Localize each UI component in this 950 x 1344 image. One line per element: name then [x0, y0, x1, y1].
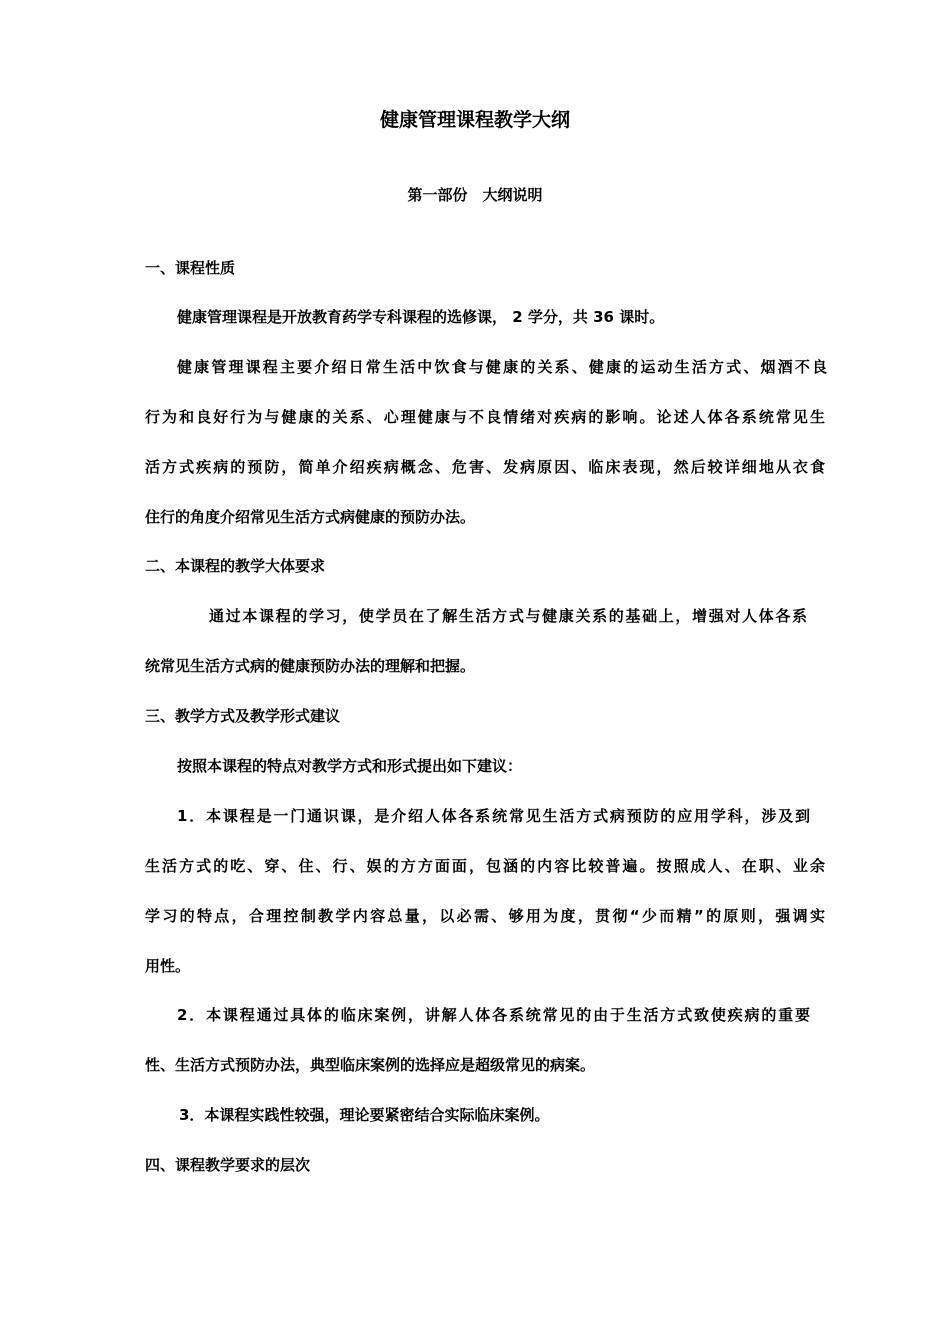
section-heading-levels: 四、课程教学要求的层次 — [145, 1156, 311, 1174]
paragraph-line: 通过本课程的学习，使学员在了解生活方式与健康关系的基础上，增强对人体各系 — [209, 607, 807, 625]
paragraph-line: 统常见生活方式病的健康预防办法的理解和把握。 — [145, 657, 476, 675]
paragraph-line: 活方式疾病的预防，简单介绍疾病概念、危害、发病原因、临床表现，然后较详细地从衣食 — [145, 458, 825, 476]
list-item-1-line: 学习的特点，合理控制教学内容总量，以必需、够用为度，贯彻“少而精”的原则，强调实 — [145, 907, 825, 925]
list-item-1-line: 1．本课程是一门通识课，是介绍人体各系统常见生活方式病预防的应用学科，涉及到 — [177, 807, 810, 825]
paragraph-line: 行为和良好行为与健康的关系、心理健康与不良情绪对疾病的影响。论述人体各系统常见生 — [145, 408, 825, 426]
document-title: 健康管理课程教学大纲 — [379, 109, 570, 131]
paragraph-line: 健康管理课程主要介绍日常生活中饮食与健康的关系、健康的运动生活方式、烟酒不良 — [177, 358, 827, 376]
list-item-2-line: 2．本课程通过具体的临床案例，讲解人体各系统常见的由于生活方式致使疾病的重要 — [177, 1006, 810, 1024]
section-heading-course-nature: 一、课程性质 — [145, 259, 236, 277]
paragraph-intro: 按照本课程的特点对教学方式和形式提出如下建议： — [177, 757, 523, 775]
section-heading-requirements: 二、本课程的教学大体要求 — [145, 557, 326, 575]
paragraph-credits: 健康管理课程是开放教育药学专科课程的选修课， 2 学分，共 36 课时。 — [177, 308, 665, 326]
list-item-1-line: 用性。 — [145, 957, 191, 975]
paragraph-line: 住行的角度介绍常见生活方式病健康的预防办法。 — [145, 508, 476, 526]
section-heading-teaching-methods: 三、教学方式及教学形式建议 — [145, 707, 341, 725]
list-item-1-line: 生活方式的吃、穿、住、行、娱的方方面面，包涵的内容比较普遍。按照成人、在职、业余 — [145, 857, 825, 875]
document-subtitle: 第一部份 大纲说明 — [407, 186, 543, 204]
list-item-3: 3．本课程实践性较强，理论要紧密结合实际临床案例。 — [179, 1106, 550, 1124]
list-item-2-line: 性、生活方式预防办法，典型临床案例的选择应是超级常见的病案。 — [145, 1056, 596, 1074]
